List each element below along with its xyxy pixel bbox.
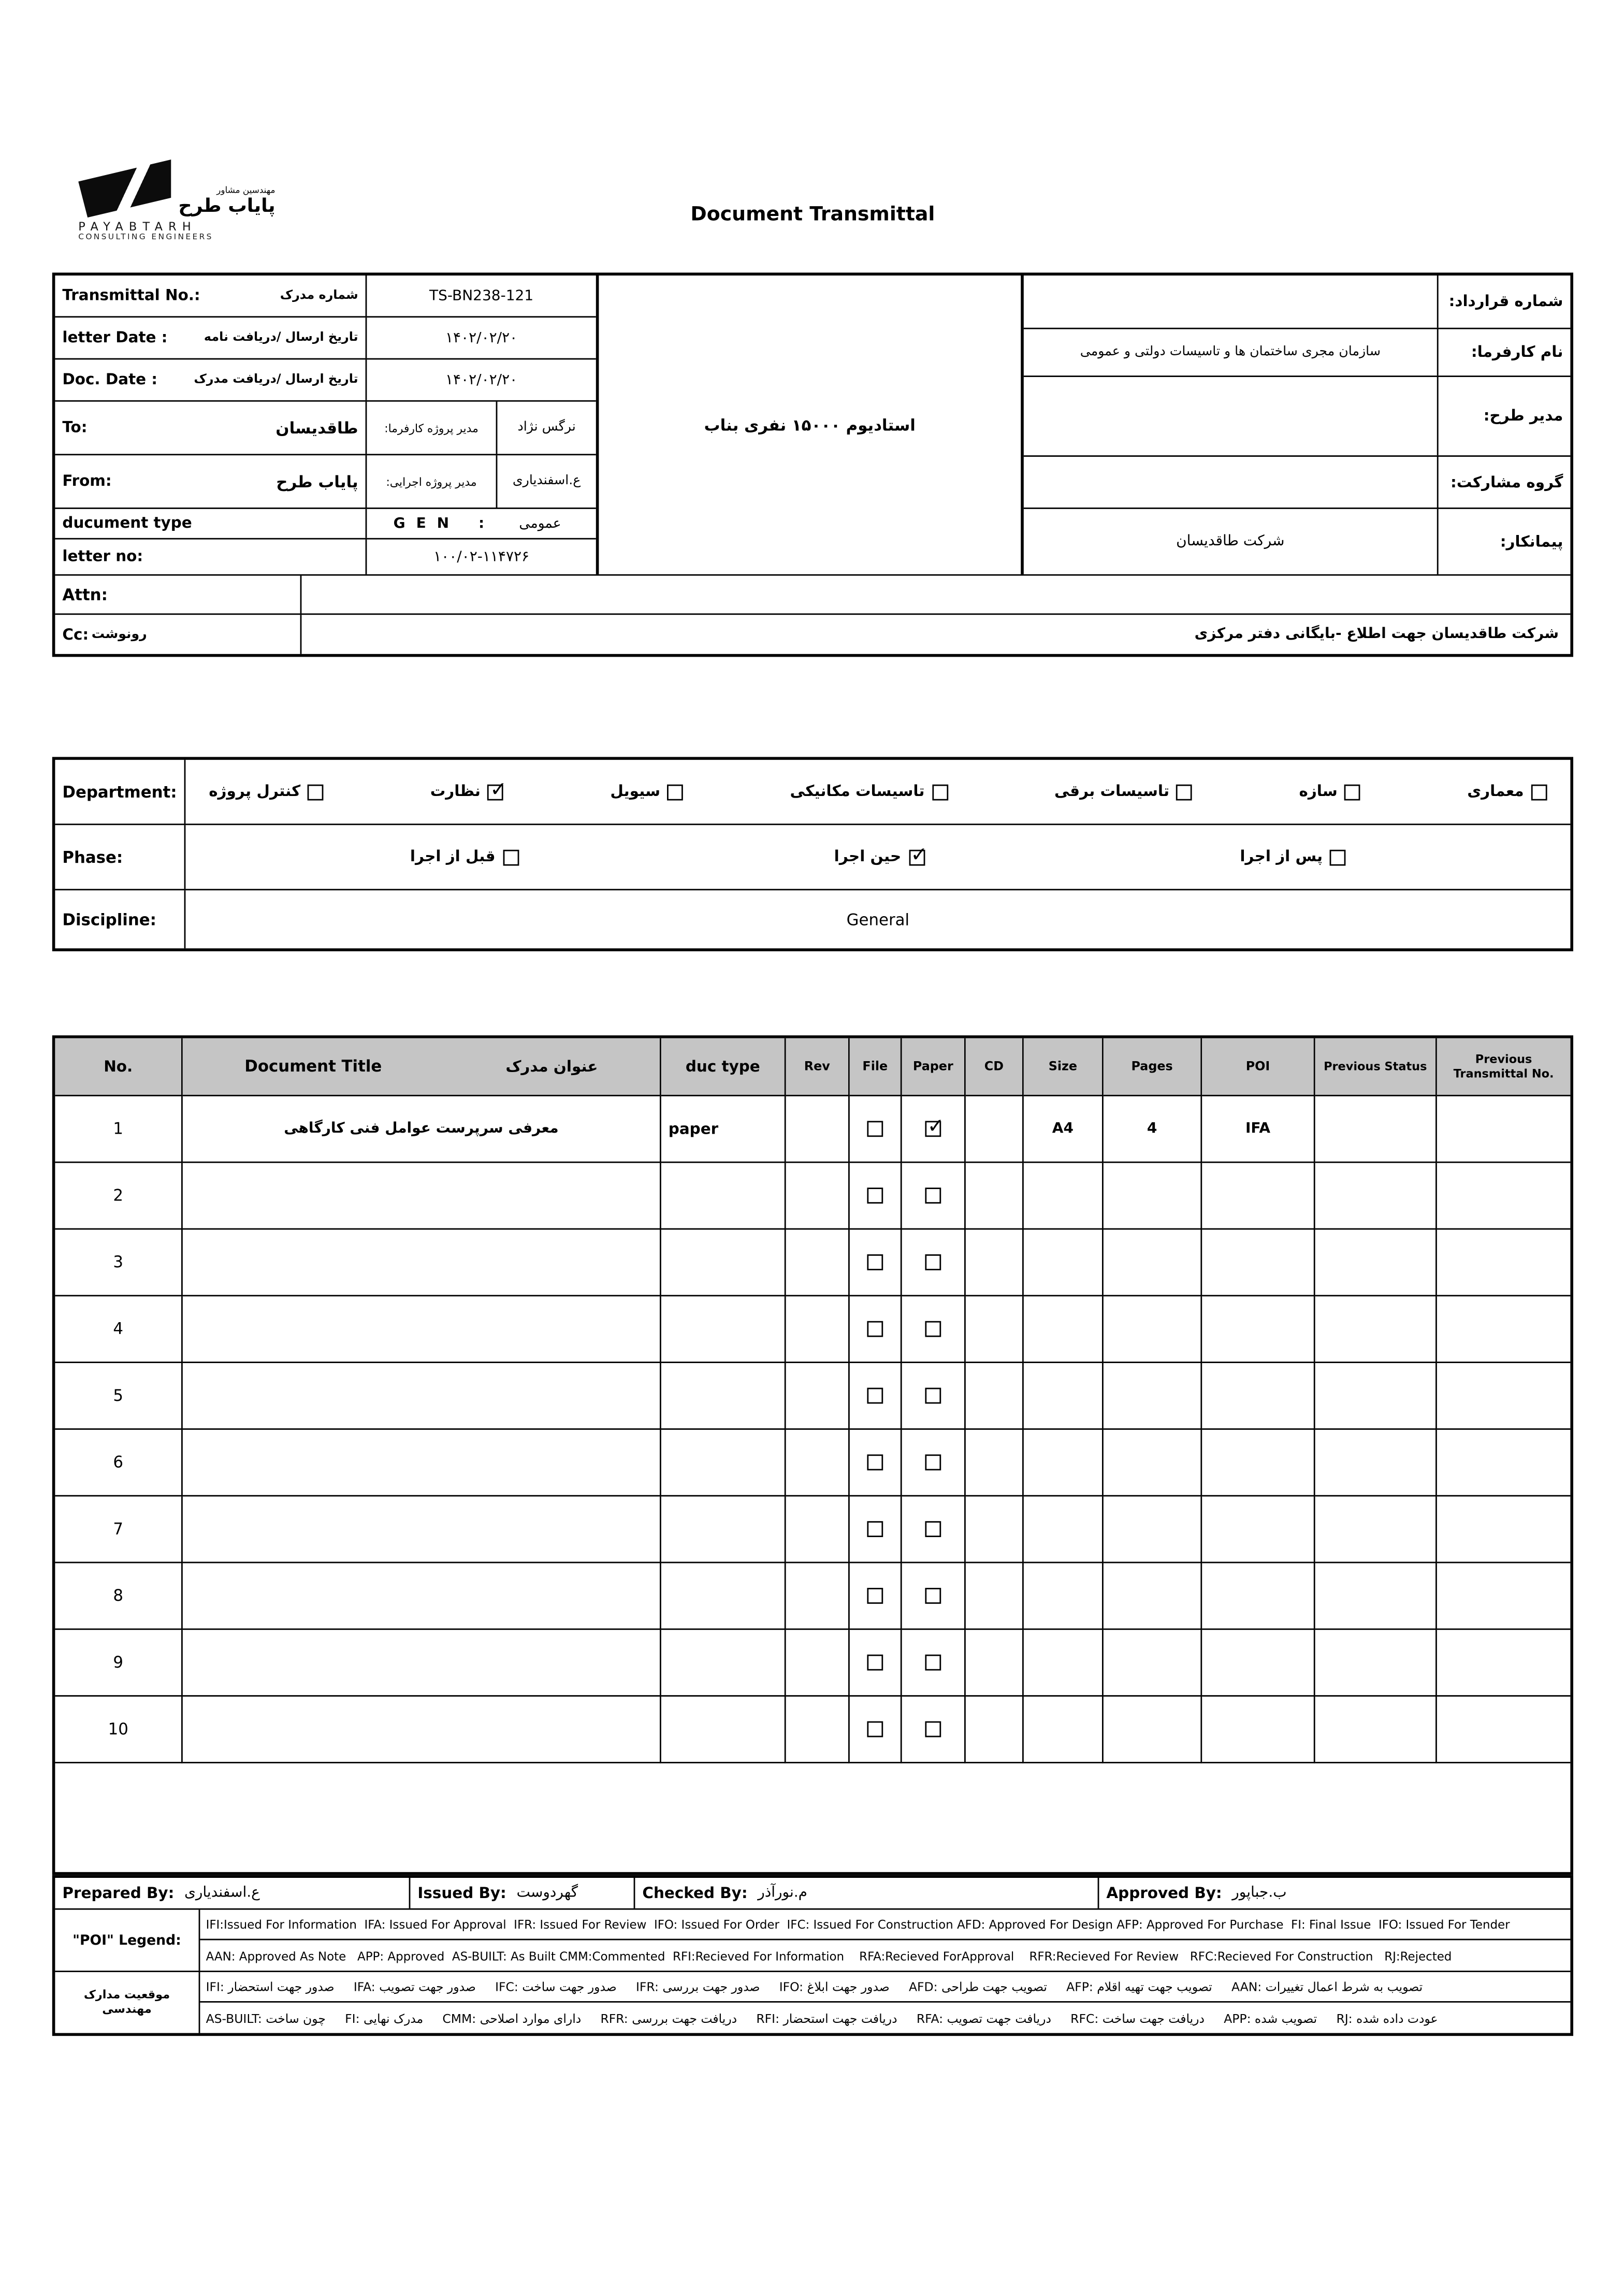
phase-row	[55, 825, 1570, 890]
paper-checkbox[interactable]	[925, 1254, 941, 1270]
cell-title	[183, 1630, 661, 1697]
contract-no-row	[1024, 276, 1571, 329]
cell-rev	[786, 1096, 850, 1163]
cell-title	[183, 1163, 661, 1230]
from-value: پایاب طرح	[276, 472, 358, 491]
cell-prev-transmittal	[1437, 1296, 1571, 1363]
partnership-value	[1024, 457, 1437, 508]
paper-checkbox[interactable]	[925, 1454, 941, 1470]
fa-legend-label: موقعیت مدارک مهندسی	[55, 1972, 200, 2033]
cc-label-fa: رونوشت	[91, 627, 147, 642]
col-header-size: Size	[1024, 1038, 1104, 1096]
col-header-rev: Rev	[786, 1038, 850, 1096]
paper-checkbox[interactable]	[925, 1655, 941, 1671]
cell-paper	[902, 1630, 966, 1697]
document-type-colon: :	[479, 515, 485, 532]
department-row	[55, 760, 1570, 825]
cell-rev	[786, 1363, 850, 1430]
cell-rev	[786, 1430, 850, 1497]
cell-title	[183, 1296, 661, 1363]
department-option-electrical[interactable]: تاسیسات برقی	[1054, 783, 1193, 801]
cell-cd	[966, 1096, 1024, 1163]
cell-file	[850, 1697, 902, 1763]
cell-poi	[1202, 1163, 1315, 1230]
cell-paper	[902, 1363, 966, 1430]
col-header-prev-status: Previous Status	[1315, 1038, 1437, 1096]
cell-duc-type	[661, 1363, 786, 1430]
page-title: Document Transmittal	[690, 203, 935, 226]
department-option-project-control[interactable]: کنترل پروژه	[209, 783, 324, 801]
cell-rev	[786, 1697, 850, 1763]
department-label: Department:	[55, 760, 185, 823]
info-right-block	[1024, 276, 1571, 574]
letter-date-label-fa: تاریخ ارسال /دریافت نامه	[204, 330, 358, 345]
department-options	[185, 760, 1570, 823]
letter-no-label: letter no:	[62, 548, 143, 566]
doc-row-6	[55, 1430, 1570, 1497]
paper-checkbox[interactable]	[925, 1188, 941, 1204]
cell-file	[850, 1163, 902, 1230]
to-label: To:	[62, 419, 88, 437]
cell-rev	[786, 1630, 850, 1697]
contractor-value: شرکت طاقدیسان	[1176, 533, 1285, 550]
document-type-code: G E N	[393, 515, 452, 532]
to-value: طاقدیسان	[276, 418, 358, 438]
paper-checkbox[interactable]	[925, 1721, 941, 1738]
letter-date-label-en: letter Date :	[62, 329, 168, 347]
cell-pages	[1104, 1163, 1202, 1230]
cell-no: 4	[55, 1296, 182, 1363]
cell-file	[850, 1296, 902, 1363]
document-type-label: ducument type	[62, 515, 192, 532]
letter-no-value: ۱۰۰/۰۲-۱۱۴۷۲۶	[433, 548, 530, 565]
col-header-poi: POI	[1202, 1038, 1315, 1096]
checkbox-icon[interactable]	[932, 784, 948, 800]
from-row	[55, 455, 596, 509]
phase-options	[185, 825, 1570, 889]
cell-paper	[902, 1096, 966, 1163]
cell-no: 6	[55, 1430, 182, 1497]
client-pm-label: مدیر پروژه کارفرما:	[367, 402, 497, 454]
cell-no: 1	[55, 1096, 182, 1163]
cell-pages	[1104, 1630, 1202, 1697]
doc-row-3	[55, 1229, 1570, 1296]
cell-pages	[1104, 1229, 1202, 1296]
contract-no-label: شماره قرارداد:	[1437, 276, 1571, 328]
cell-paper	[902, 1697, 966, 1763]
poi-legend-row	[55, 1910, 1570, 1972]
department-option-architecture[interactable]: معماری	[1467, 783, 1547, 801]
poi-legend-line-2: AAN: Approved As Note APP: Approved AS-BUILT: As Built CMM:Commented RFI:Recieved For Information RFA:Recieved ForApproval RFR:Recieved For Review RFC:Recieved For Construction RJ:Rejected	[206, 1948, 1452, 1963]
cell-duc-type	[661, 1296, 786, 1363]
partnership-row	[1024, 457, 1571, 509]
checked-by-value: م.نورآذر	[758, 1885, 808, 1901]
paper-checkbox[interactable]	[925, 1588, 941, 1604]
cell-duc-type	[661, 1563, 786, 1630]
cell-title	[183, 1497, 661, 1564]
fa-legend-line-2: AS-BUILT: چون ساخت FI: مدرک نهایی CMM: دارای موارد اصلاحی RFR: دریافت جهت بررسی RFI: دریافت جهت استحضار RFA: دریافت جهت تصویب RFC: دریافت جهت ساخت APP: تصویب شده RJ: عودت داده شده	[206, 2010, 1438, 2025]
approved-by-value: ب.جباپور	[1232, 1885, 1287, 1901]
contract-no-value	[1024, 276, 1437, 328]
from-label: From:	[62, 472, 112, 490]
doc-row-10	[55, 1697, 1570, 1763]
letter-date-value: ۱۴۰۲/۰۲/۲۰	[445, 330, 518, 346]
department-option-structure[interactable]: سازه	[1299, 783, 1360, 801]
checkbox-icon[interactable]	[908, 849, 924, 865]
logo-company-subtitle: CONSULTING ENGINEERS	[78, 233, 213, 242]
file-checkbox[interactable]	[867, 1121, 883, 1137]
design-manager-label: مدیر طرح:	[1437, 377, 1571, 455]
logo-company-name-fa: پایاب طرح	[178, 195, 276, 218]
doc-date-value: ۱۴۰۲/۰۲/۲۰	[445, 372, 518, 388]
info-left-block	[55, 276, 596, 574]
checkbox-icon[interactable]	[503, 849, 519, 865]
cell-size	[1024, 1363, 1104, 1430]
cell-duc-type	[661, 1163, 786, 1230]
signoff-row	[55, 1878, 1570, 1910]
checkbox-icon[interactable]	[1345, 784, 1361, 800]
cell-pages	[1104, 1697, 1202, 1763]
prepared-by-cell	[55, 1878, 410, 1908]
cell-cd	[966, 1697, 1024, 1763]
col-header-cd: CD	[966, 1038, 1024, 1096]
cell-size	[1024, 1229, 1104, 1296]
info-table	[52, 272, 1573, 657]
cell-size: A4	[1024, 1096, 1104, 1163]
document-type-row	[55, 509, 596, 540]
cell-title: معرفی سرپرست عوامل فنی کارگاهی	[183, 1096, 661, 1163]
transmittal-no-row	[55, 276, 596, 317]
cell-prev-transmittal	[1437, 1697, 1571, 1763]
issued-by-cell	[410, 1878, 635, 1908]
checkbox-icon[interactable]	[1177, 784, 1193, 800]
transmittal-no-label-fa: شماره مدرک	[280, 288, 358, 303]
contractor-label: پیمانکار:	[1437, 509, 1571, 574]
cell-prev-transmittal	[1437, 1163, 1571, 1230]
doc-date-row	[55, 359, 596, 401]
col-header-pages: Pages	[1104, 1038, 1202, 1096]
cell-size	[1024, 1430, 1104, 1497]
checkbox-icon[interactable]	[308, 784, 324, 800]
cell-prev-transmittal	[1437, 1630, 1571, 1697]
cell-cd	[966, 1563, 1024, 1630]
documents-table-empty-area	[55, 1763, 1570, 1872]
cell-prev-transmittal	[1437, 1430, 1571, 1497]
col-header-title: Document Title عنوان مدرک	[183, 1038, 661, 1096]
cc-row	[55, 613, 1570, 654]
paper-checkbox[interactable]	[925, 1521, 941, 1537]
doc-row-1	[55, 1096, 1570, 1163]
cell-rev	[786, 1229, 850, 1296]
file-checkbox[interactable]	[867, 1188, 883, 1204]
doc-date-label-en: Doc. Date :	[62, 371, 158, 389]
client-name-label: نام کارفرما:	[1437, 329, 1571, 376]
cell-pages: 4	[1104, 1096, 1202, 1163]
cell-paper	[902, 1563, 966, 1630]
cell-title	[183, 1229, 661, 1296]
cell-poi	[1202, 1563, 1315, 1630]
cell-poi	[1202, 1630, 1315, 1697]
fa-legend-row	[55, 1972, 1570, 2033]
cell-size	[1024, 1697, 1104, 1763]
transmittal-no-label-en: Transmittal No.:	[62, 287, 200, 305]
issued-by-value: گهردوست	[516, 1885, 578, 1901]
client-name-row	[1024, 329, 1571, 377]
phase-option-before-execution[interactable]: قبل از اجرا	[410, 848, 518, 866]
file-checkbox[interactable]	[867, 1521, 883, 1537]
project-cell	[596, 276, 1024, 574]
department-option-mechanical[interactable]: تاسیسات مکانیکی	[790, 783, 948, 801]
cell-prev-transmittal	[1437, 1497, 1571, 1564]
cell-prev-transmittal	[1437, 1363, 1571, 1430]
discipline-value: General	[846, 910, 910, 929]
doc-row-5	[55, 1363, 1570, 1430]
doc-row-7	[55, 1497, 1570, 1564]
cell-duc-type	[661, 1430, 786, 1497]
cell-poi	[1202, 1497, 1315, 1564]
department-table	[52, 757, 1573, 951]
logo-tagline: مهندسین مشاور	[216, 185, 276, 196]
cell-prev-status	[1315, 1163, 1437, 1230]
to-row	[55, 402, 596, 456]
checked-by-cell	[635, 1878, 1099, 1908]
cell-size	[1024, 1563, 1104, 1630]
doc-row-9	[55, 1630, 1570, 1697]
contractor-row	[1024, 509, 1571, 574]
cell-cd	[966, 1430, 1024, 1497]
letter-date-row	[55, 317, 596, 359]
cell-file	[850, 1229, 902, 1296]
cell-prev-status	[1315, 1096, 1437, 1163]
transmittal-no-value: TS-BN238-121	[429, 287, 534, 304]
cell-cd	[966, 1163, 1024, 1230]
cell-prev-status	[1315, 1497, 1437, 1564]
cell-cd	[966, 1630, 1024, 1697]
cell-rev	[786, 1497, 850, 1564]
cell-no: 2	[55, 1163, 182, 1230]
department-option-civil[interactable]: سیویل	[610, 783, 683, 801]
cell-title	[183, 1563, 661, 1630]
cell-rev	[786, 1563, 850, 1630]
cell-duc-type	[661, 1497, 786, 1564]
cell-title	[183, 1430, 661, 1497]
cell-paper	[902, 1430, 966, 1497]
cell-no: 9	[55, 1630, 182, 1697]
col-header-no: No.	[55, 1038, 182, 1096]
paper-checkbox[interactable]	[925, 1121, 941, 1137]
client-name-value: سازمان مجری ساختمان ها و تاسیسات دولتی و عمومی	[1080, 345, 1381, 360]
phase-option-after-execution[interactable]: پس از اجرا	[1240, 848, 1346, 866]
header	[52, 160, 1573, 264]
checkbox-icon[interactable]	[1330, 849, 1346, 865]
cell-size	[1024, 1630, 1104, 1697]
cell-prev-status	[1315, 1430, 1437, 1497]
cell-cd	[966, 1296, 1024, 1363]
cell-prev-transmittal	[1437, 1096, 1571, 1163]
cell-file	[850, 1430, 902, 1497]
file-checkbox[interactable]	[867, 1321, 883, 1337]
checkbox-icon[interactable]	[488, 784, 504, 800]
cell-duc-type	[661, 1630, 786, 1697]
cell-file	[850, 1497, 902, 1564]
cell-cd	[966, 1363, 1024, 1430]
letter-no-row	[55, 540, 596, 574]
footer	[52, 1875, 1573, 2036]
col-header-prev-transmittal: Previous Transmittal No.	[1437, 1038, 1571, 1096]
file-checkbox[interactable]	[867, 1721, 883, 1738]
attn-row	[55, 574, 1570, 614]
poi-legend-label: "POI" Legend:	[55, 1910, 200, 1971]
documents-table	[52, 1035, 1573, 1875]
cell-duc-type: paper	[661, 1096, 786, 1163]
documents-table-header	[55, 1038, 1570, 1096]
cell-paper	[902, 1229, 966, 1296]
cell-prev-status	[1315, 1363, 1437, 1430]
cell-pages	[1104, 1563, 1202, 1630]
cell-cd	[966, 1497, 1024, 1564]
cell-pages	[1104, 1363, 1202, 1430]
cell-rev	[786, 1163, 850, 1230]
attn-value	[301, 576, 1570, 614]
checkbox-icon[interactable]	[1531, 784, 1547, 800]
cc-label-en: Cc:	[62, 626, 89, 643]
fa-legend-line-1: IFI: صدور جهت استحضار IFA: صدور جهت تصویب IFC: صدور جهت ساخت IFR: صدور جهت بررسی IFO: صدور جهت ابلاغ AFD: تصویب جهت طراحی AFP: تصویب جهت تهیه اقلام AAN: تصویب به شرط اعمال تغییرات	[200, 1972, 1570, 2003]
cell-duc-type	[661, 1697, 786, 1763]
cell-paper	[902, 1296, 966, 1363]
cell-prev-status	[1315, 1563, 1437, 1630]
file-checkbox[interactable]	[867, 1588, 883, 1604]
checkbox-icon[interactable]	[668, 784, 684, 800]
cell-prev-status	[1315, 1697, 1437, 1763]
cell-prev-status	[1315, 1296, 1437, 1363]
poi-legend-line-1: IFI:Issued For Information IFA: Issued For Approval IFR: Issued For Review IFO: Issued For Order IFC: Issued For Construction AFD: Approved For Design AFP: Approved For Purchase FI: Final Issue IFO: Issued For Tender	[200, 1910, 1570, 1941]
cell-paper	[902, 1163, 966, 1230]
cell-prev-status	[1315, 1630, 1437, 1697]
exec-pm-value: ع.اسفندیاری	[512, 474, 581, 489]
document-type-fa: عمومی	[519, 515, 561, 532]
phase-option-during-execution[interactable]: حین اجرا ✓	[834, 848, 924, 866]
cell-file	[850, 1363, 902, 1430]
logo-company-name-en: PAYABTARH	[78, 220, 197, 234]
cell-no: 10	[55, 1697, 182, 1763]
file-checkbox[interactable]	[867, 1254, 883, 1270]
col-header-paper: Paper	[902, 1038, 966, 1096]
cell-prev-status	[1315, 1229, 1437, 1296]
cc-value: شرکت طاقدیسان جهت اطلاع -بایگانی دفتر مرکزی	[1194, 626, 1559, 643]
cell-duc-type	[661, 1229, 786, 1296]
cell-file	[850, 1096, 902, 1163]
col-header-duc-type: duc type	[661, 1038, 786, 1096]
design-manager-row	[1024, 377, 1571, 457]
cell-prev-transmittal	[1437, 1229, 1571, 1296]
discipline-row	[55, 890, 1570, 948]
partnership-label: گروه مشارکت:	[1437, 457, 1571, 508]
cell-cd	[966, 1229, 1024, 1296]
prepared-by-label: Prepared By:	[62, 1884, 175, 1902]
paper-checkbox[interactable]	[925, 1388, 941, 1404]
file-checkbox[interactable]	[867, 1454, 883, 1470]
doc-row-8	[55, 1563, 1570, 1630]
cell-title	[183, 1697, 661, 1763]
approved-by-cell	[1099, 1878, 1570, 1908]
cell-prev-transmittal	[1437, 1563, 1571, 1630]
cell-size	[1024, 1497, 1104, 1564]
cell-no: 7	[55, 1497, 182, 1564]
cell-pages	[1104, 1430, 1202, 1497]
paper-checkbox[interactable]	[925, 1321, 941, 1337]
cell-poi	[1202, 1697, 1315, 1763]
doc-row-2	[55, 1163, 1570, 1230]
cell-poi	[1202, 1363, 1315, 1430]
cell-pages	[1104, 1497, 1202, 1564]
cell-pages	[1104, 1296, 1202, 1363]
file-checkbox[interactable]	[867, 1388, 883, 1404]
cell-size	[1024, 1296, 1104, 1363]
cell-title	[183, 1363, 661, 1430]
issued-by-label: Issued By:	[417, 1884, 506, 1902]
doc-row-4	[55, 1296, 1570, 1363]
attn-label: Attn:	[55, 576, 301, 614]
col-header-file: File	[850, 1038, 902, 1096]
cell-paper	[902, 1497, 966, 1564]
file-checkbox[interactable]	[867, 1655, 883, 1671]
phase-label: Phase:	[55, 825, 185, 889]
checked-by-label: Checked By:	[642, 1884, 748, 1902]
company-logo	[78, 160, 275, 242]
client-pm-value: نرگس نژاد	[517, 421, 576, 435]
cell-no: 8	[55, 1563, 182, 1630]
project-name: استادیوم ۱۵۰۰۰ نفری بناب	[704, 415, 916, 435]
doc-date-label-fa: تاریخ ارسال /دریافت مدرک	[194, 372, 358, 387]
cell-rev	[786, 1296, 850, 1363]
cell-no: 5	[55, 1363, 182, 1430]
cell-poi	[1202, 1229, 1315, 1296]
exec-pm-label: مدیر پروژه اجرایی:	[367, 455, 497, 508]
cell-file	[850, 1563, 902, 1630]
cell-poi	[1202, 1296, 1315, 1363]
cell-poi	[1202, 1430, 1315, 1497]
cell-poi: IFA	[1202, 1096, 1315, 1163]
prepared-by-value: ع.اسفندیاری	[184, 1885, 260, 1901]
cell-size	[1024, 1163, 1104, 1230]
cell-no: 3	[55, 1229, 182, 1296]
design-manager-value	[1024, 377, 1437, 455]
department-option-supervision[interactable]: نظارت ✓	[430, 783, 504, 801]
cell-file	[850, 1630, 902, 1697]
discipline-label: Discipline:	[55, 890, 185, 948]
approved-by-label: Approved By:	[1106, 1884, 1222, 1902]
